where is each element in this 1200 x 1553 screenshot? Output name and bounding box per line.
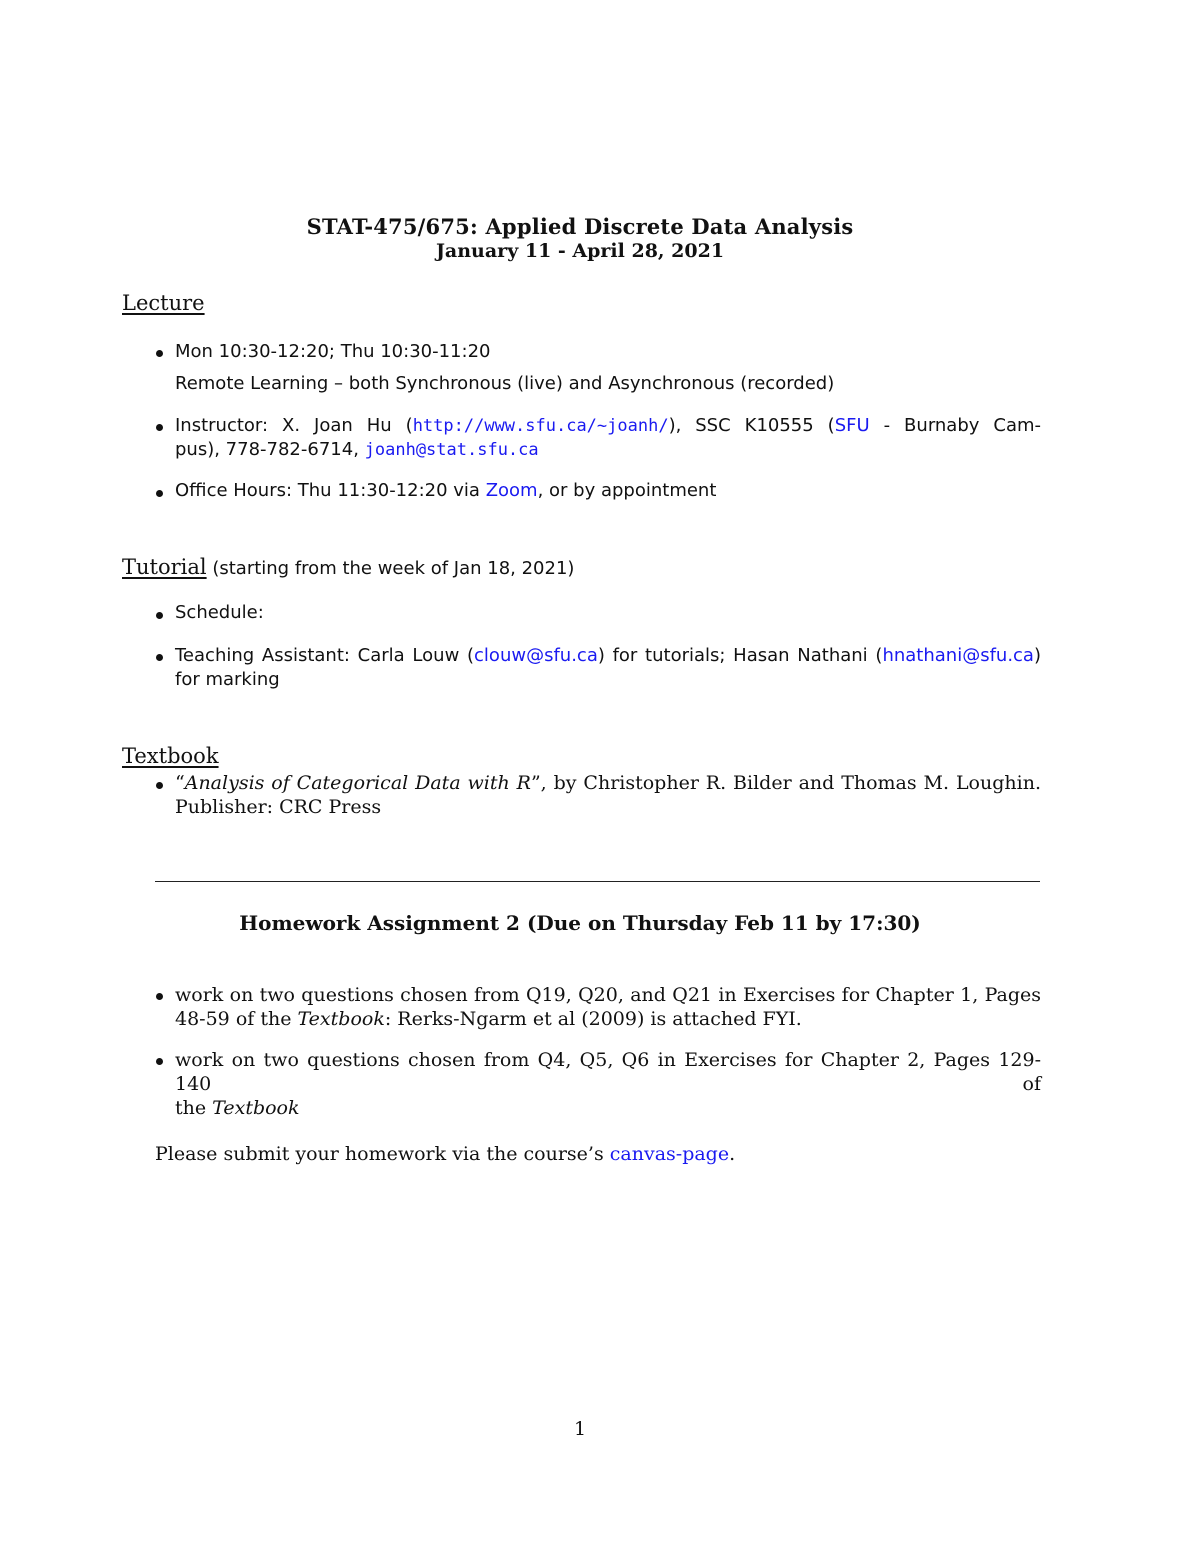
lecture-heading: Lecture [122,291,205,315]
submission-period: . [729,1143,736,1165]
bullet-icon [156,350,163,357]
tutorial-schedule: Schedule: [175,602,264,623]
homework-item-1-note: : Rerks-Ngarm et al (2009) is attached FYI. [384,1008,802,1030]
textbook-authors: ”, by Christopher R. Bilder and Thomas M. Loughin. [530,772,1041,794]
textbook-title: Analysis of Categorical Data with R [184,772,531,794]
ta-suffix: ) [1033,645,1041,666]
instructor-homepage-link[interactable]: http://www.sfu.ca/~joanh/ [412,416,669,436]
zoom-link[interactable]: Zoom [485,480,538,501]
instructor-office: ), SSC K10555 ( [668,415,835,436]
homework-item-2-the: the [175,1097,213,1119]
tutorial-heading-line [122,555,574,579]
homework-item-2-line1: work on two questions chosen from Q4, Q5, Q6 in Exercises for Chapter 2, Pages 129-140 of [175,1049,1041,1095]
bullet-icon [156,654,163,661]
bullet-icon [156,993,163,1000]
submission-note [155,1143,735,1165]
sfu-link[interactable]: SFU [834,415,870,436]
bullet-icon [156,1058,163,1065]
textbook-heading: Textbook [122,744,219,768]
ta-email-link-hnathani[interactable]: hnathani@sfu.ca [882,645,1034,666]
homework-item-2 [175,1048,1041,1120]
instructor-label: Instructor: X. Joan Hu ( [175,415,413,436]
textbook-publisher: Publisher: CRC Press [175,796,382,818]
homework-item-1-pages: 48-59 of the [175,1008,298,1030]
page-number: 1 [573,1418,587,1440]
ta-line2: for marking [175,669,280,690]
instructor-campus: - Burnaby Cam- [869,415,1042,436]
homework-item-1 [175,983,1041,1031]
office-hours [175,480,716,501]
ta-email-link-clouw[interactable]: clouw@sfu.ca [474,645,598,666]
document-title: STAT-475/675: Applied Discrete Data Analysis [306,214,854,239]
lecture-mode: Remote Learning – both Synchronous (live) and Asynchronous (recorded) [175,373,835,394]
open-quote: “ [175,772,185,794]
tutorial-heading: Tutorial [122,555,207,579]
tutorial-note: (starting from the week of Jan 18, 2021) [206,558,575,579]
canvas-page-link[interactable]: canvas-page [609,1143,730,1165]
textbook-info [175,771,1041,819]
bullet-icon [156,490,163,497]
bullet-icon [156,782,163,789]
teaching-assistant-info [175,644,1041,692]
bullet-icon [156,612,163,619]
instructor-info [175,414,1041,462]
homework-title: Homework Assignment 2 (Due on Thursday Feb 11 by 17:30) [239,911,921,935]
homework-item-1-line1: work on two questions chosen from Q19, Q20, and Q21 in Exercises for Chapter 1, Pages [175,984,1041,1006]
submission-text: Please submit your homework via the course’s [155,1143,610,1165]
office-hours-label: Office Hours: Thu 11:30-12:20 via [175,480,486,501]
section-divider [155,881,1040,882]
ta-label: Teaching Assistant: Carla Louw ( [175,645,475,666]
homework-item-1-textbook: Textbook [297,1008,385,1030]
instructor-email-link[interactable]: joanh@stat.sfu.ca [364,440,539,460]
lecture-schedule: Mon 10:30-12:20; Thu 10:30-11:20 [175,341,491,362]
office-hours-suffix: , or by appointment [537,480,717,501]
bullet-icon [156,424,163,431]
homework-item-2-textbook: Textbook [212,1097,300,1119]
instructor-phone: pus), 778-782-6714, [175,439,365,460]
course-dates: January 11 - April 28, 2021 [435,240,725,262]
ta-mid: ) for tutorials; Hasan Nathani ( [597,645,883,666]
